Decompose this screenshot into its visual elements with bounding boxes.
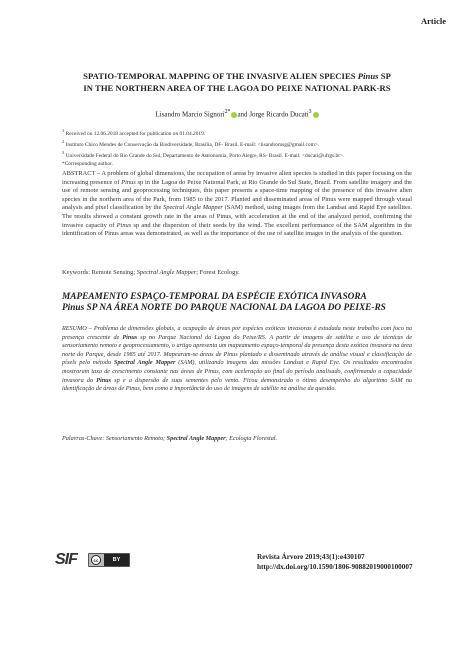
affiliation-line (62, 138, 422, 149)
sif-logo: SIF (55, 551, 77, 568)
abstract-en (62, 170, 412, 239)
abstract-pt (62, 325, 412, 394)
author-list (40, 109, 434, 118)
resumo-bold: Pinus (96, 376, 112, 384)
affiliation-text: Instituto Chico Mendes de Conservação da Biodiversidade, Brasília, DF- Brasil. E-mail: <lisandromsg@gmail.com>. (65, 141, 320, 148)
abstract-text: sp and the dispersion of their seeds by the wind. The excellent performance of the SAM algorithm in the identification of Pinus areas was demonstrated, as well as the importance of the use of satellite images in the analysis of the question. (62, 221, 413, 238)
affiliation-sup: 3 (62, 149, 65, 155)
cc-icon: cc (91, 555, 101, 565)
resumo-text: sp no Parque Nacional da Lagoa do Peixe/RS. A partir de imagens de satélite e uso de técnicas de sensoriamento remoto e geoprocessamento, o artigo apresenta um mapeamento espaço-temporal da presença desta exótica invasora na área norte do Parque, desde 1985 até 2017. Mapearam-se áreas de Pinus plantado e disseminado através de análise visual e classificação de píxels pelo método (62, 333, 412, 367)
keywords-italic: Spectral Angle Mapper (136, 269, 197, 276)
abstract-italic: Pinus (116, 221, 132, 229)
affiliation-line (62, 160, 422, 168)
cc-by-license-badge[interactable] (88, 553, 130, 567)
abstract-text: ABSTRACT – A problem of global dimensions, the occupation of areas by invasive alien species is studied in this paper focusing on the increasing presence of (62, 170, 412, 186)
keywords-text: Keywords: Remote Sensing; (62, 269, 137, 276)
affiliation-text: Received on 12.06.2018 accepted for publication on 01.04.2019. (65, 130, 206, 137)
author-joiner: and (237, 110, 248, 119)
abstract-italic: Pinus (121, 178, 136, 186)
affiliations (62, 127, 422, 168)
cc-by-label: BY (104, 554, 129, 566)
article-type-label: Article (420, 16, 446, 26)
resumo-text: (SAM), utilizando imagens das missões Landsat e Rapid Eye. Os resultados encontrados mostraram taxa de crescimento constante nas áreas de Pinus, com aceleração ao final do período analisado, confirmando a capacidade invasora do (62, 359, 412, 384)
journal-citation (257, 552, 413, 572)
resumo-text: RESUMO – Problema de dimensões globais, a ocupação de áreas por espécies exóticas invasoras é estudada neste trabalho com foco na presença crescente de (62, 325, 412, 341)
title-line1-italic: Pinus (357, 71, 379, 81)
affiliation-sup: 2 (62, 138, 65, 144)
title-line1-text: SPATIO-TEMPORAL MAPPING OF THE INVASIVE ALIEN SPECIES (83, 71, 358, 81)
affiliation-sup: 1 (62, 128, 65, 133)
author-2-sup: 3 (308, 109, 312, 115)
doi-link[interactable]: http://dx.doi.org/10.1590/1806-90882019000100007 (257, 563, 413, 571)
affiliation-line (62, 127, 422, 138)
pt-title-line2: Pinus SP NA ÁREA NORTE DO PARQUE NACIONAL DA LAGOA DO PEIXE-RS (62, 303, 386, 313)
paper-title (40, 70, 434, 94)
corresponding-author-note: *Corresponding author. (62, 160, 113, 167)
title-line2: IN THE NORTHERN AREA OF THE LAGOA DO PEIXE NATIONAL PARK-RS (83, 83, 391, 93)
abstract-text: (SAM) method, using images from the Landsat and Rapid Eye satellites. The results showed a constant growth rate in the areas of Pinus, with acceleration at the end of the analyzed period, confirming the invasive capacity of (62, 204, 412, 229)
resumo-bold: Spectral Angle Mapper (113, 359, 176, 367)
abstract-text: sp in the Lagoa do Peixe National Park, at Rio Grande do Sul State, Brazil. From satellite imagery and the use of remote sensing and geoprocessing techniques, this paper presents a space-time mapping of the presence of this invasive alien species in the northern area of the Park, from 1985 to the 2017. Planted and disseminated areas of Pinus were mapped through visual analysis and pixel classification by the (62, 178, 413, 212)
keywords-text: ; Forest Ecology. (196, 269, 240, 276)
resumo-bold: Pinus (122, 333, 138, 341)
palavras-text: ; Ecologia Florestal. (225, 435, 278, 442)
affiliation-text: Universidade Federal do Rio Grande do Sul, Departamento de Astronomia, Porto Alegre, RS- Brasil. E-mail: <ducati@ufrgs.br>. (65, 152, 345, 159)
palavras-bold: Spectral Angle Mapper (166, 435, 226, 442)
author-2-name: Jorge Ricardo Ducati (249, 110, 309, 119)
orcid-icon[interactable] (313, 112, 319, 118)
keywords-en (62, 269, 412, 276)
resumo-text: sp e a dispersão de suas sementes pelo vento. Ficou demonstrado o ótimo desempenho do algoritmo SAM na identificação de áreas de Pinus, bem como a importância do uso de imagens de satélite na análise da questão. (62, 376, 413, 393)
affiliation-line (62, 149, 422, 160)
author-1-name: Lisandro Marcio Signori (155, 110, 225, 119)
pt-title-line1: MAPEAMENTO ESPAÇO-TEMPORAL DA ESPÉCIE EXÓTICA INVASORA (62, 292, 367, 302)
abstract-italic: Spectral Angle Mapper (163, 204, 223, 212)
journal-reference: Revista Árvore 2019;43(1):e430107 (257, 553, 365, 561)
keywords-pt (62, 435, 412, 442)
paper-title-pt (62, 292, 412, 314)
title-line1-suffix: SP (378, 71, 391, 81)
palavras-text: Palavras-Chave: Sensoriamento Remoto; (62, 435, 167, 442)
author-1-sup: 2* (224, 109, 231, 115)
